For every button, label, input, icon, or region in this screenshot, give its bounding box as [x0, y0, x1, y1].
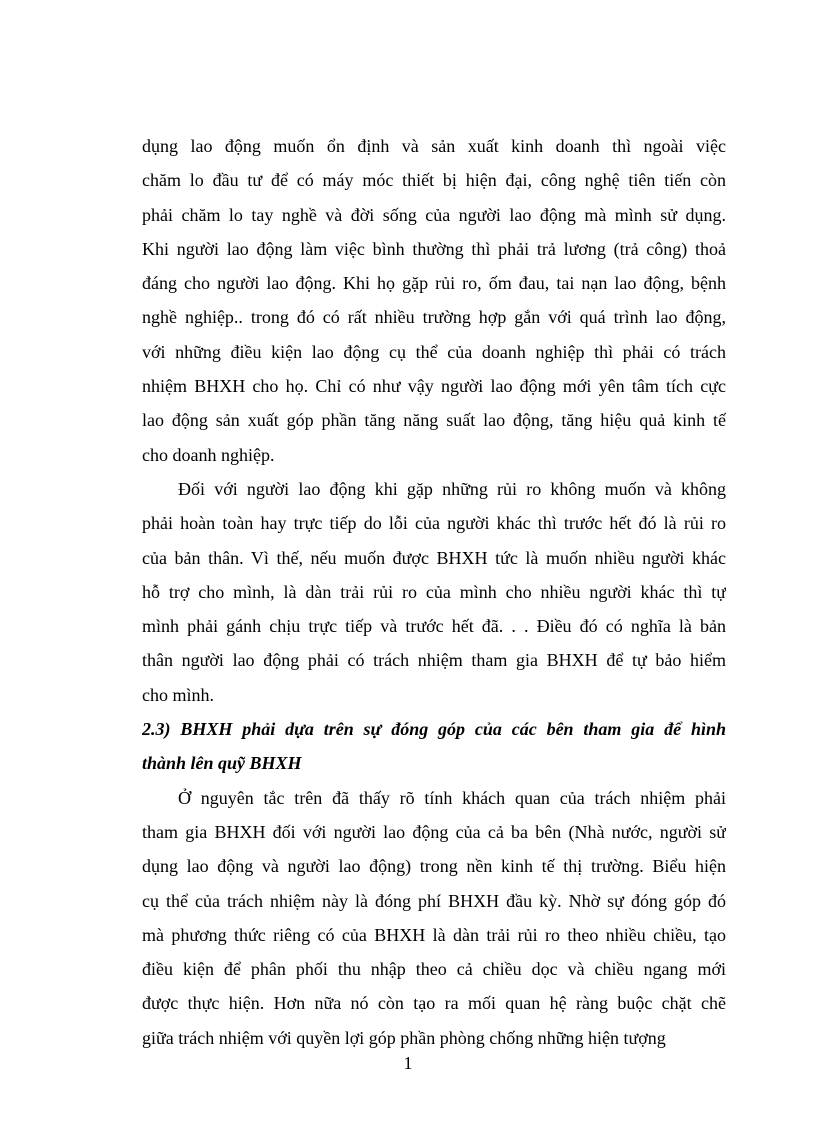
paragraph-2 [142, 472, 726, 712]
text-line: cho doanh nghiệp. [142, 444, 275, 465]
text-line: giữa trách nhiệm với quyền lợi góp phần phòng chống những hiện tượng [142, 1027, 666, 1048]
text-line: điều kiện để phân phối thu nhập theo cả chiều dọc và chiều ngang mới [142, 959, 726, 980]
text-line: được thực hiện. Hơn nữa nó còn tạo ra mối quan hệ ràng buộc chặt chẽ [142, 993, 726, 1014]
text-line: tham gia BHXH đối với người lao động của cả ba bên (Nhà nước, người sử [142, 821, 726, 842]
text-line: với những điều kiện lao động cụ thể của doanh nghiệp thì phải có trách [142, 341, 726, 362]
paragraph-1 [142, 129, 726, 472]
text-line: mà phương thức riêng có của BHXH là dàn trải rủi ro theo nhiều chiều, tạo [142, 924, 726, 945]
text-line: phải chăm lo tay nghề và đời sống của người lao động mà mình sử dụng. [142, 204, 726, 225]
text-line: mình phải gánh chịu trực tiếp và trước hết đã. . . Điều đó có nghĩa là bản [142, 616, 726, 637]
text-line: cụ thể của trách nhiệm này là đóng phí BHXH đầu kỳ. Nhờ sự đóng góp đó [142, 890, 726, 911]
text-line: đáng cho người lao động. Khi họ gặp rủi ro, ốm đau, tai nạn lao động, bệnh [142, 273, 726, 294]
text-line: Khi người lao động làm việc bình thường thì phải trả lương (trả công) thoả [142, 238, 726, 259]
body-text [142, 129, 726, 1055]
text-line: phải hoàn toàn hay trực tiếp do lỗi của người khác thì trước hết đó là rủi ro [142, 513, 726, 534]
text-line: nghề nghiệp.. trong đó có rất nhiều trường hợp gắn với quá trình lao động, [142, 307, 726, 328]
text-line: dụng lao động và người lao động) trong nền kinh tế thị trường. Biểu hiện [142, 856, 726, 877]
text-line: của bản thân. Vì thế, nếu muốn được BHXH tức là muốn nhiều người khác [142, 547, 726, 568]
text-line: hỗ trợ cho mình, là dàn trải rủi ro của mình cho nhiều người khác thì tự [142, 581, 726, 602]
section-heading [142, 712, 726, 781]
text-line: Ở nguyên tắc trên đã thấy rõ tính khách quan của trách nhiệm phải [178, 787, 726, 808]
text-line: dụng lao động muốn ổn định và sản xuất kinh doanh thì ngoài việc [142, 136, 726, 156]
text-line: thân người lao động phải có trách nhiệm tham gia BHXH để tự bảo hiểm [142, 650, 726, 671]
text-line: lao động sản xuất góp phần tăng năng suất lao động, tăng hiệu quả kinh tế [142, 410, 726, 431]
text-line: nhiệm BHXH cho họ. Chỉ có như vậy người lao động mới yên tâm tích cực [142, 376, 726, 397]
paragraph-3 [142, 781, 726, 1055]
text-line: Đối với người lao động khi gặp những rủi ro không muốn và không [178, 478, 726, 499]
heading-line: 2.3) BHXH phải dựa trên sự đóng góp của các bên tham gia để hình [142, 719, 726, 740]
heading-line: thành lên quỹ BHXH [142, 753, 302, 774]
page-number: 1 [403, 1053, 413, 1073]
text-line: cho mình. [142, 684, 214, 705]
text-line: chăm lo đầu tư để có máy móc thiết bị hiện đại, công nghệ tiên tiến còn [142, 170, 726, 191]
